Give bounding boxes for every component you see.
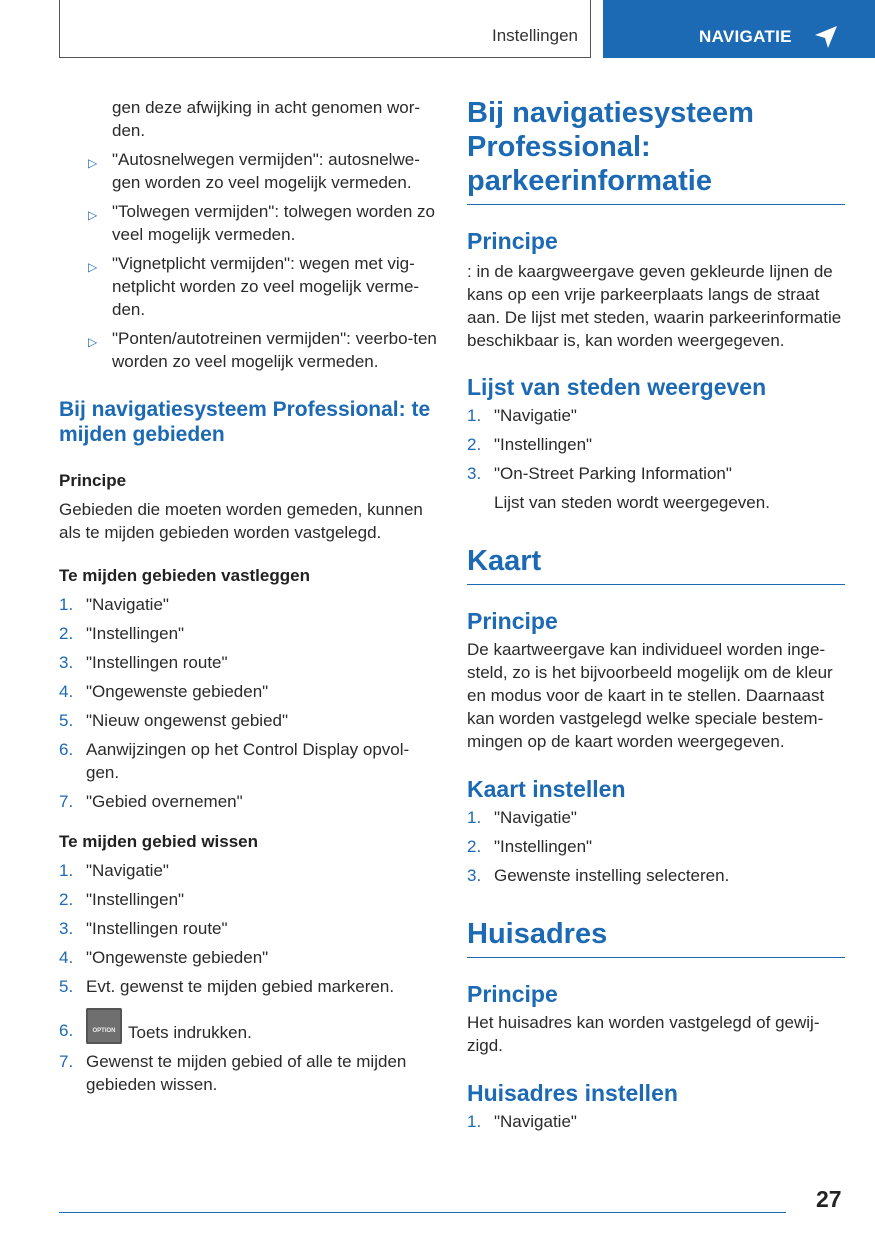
option-button-icon: OPTION — [86, 1008, 122, 1044]
section-title-avoid-areas: Bij navigatiesysteem Professional: te mijden gebieden — [59, 398, 431, 446]
list-item: 2. "Instellingen" — [59, 890, 185, 909]
list-item: 2. "Instellingen" — [467, 435, 593, 454]
home-set-heading: Huisadres instellen — [467, 1080, 678, 1106]
principle-text: Gebieden die moeten worden gemeden, kunnen als te mijden gebieden worden vastgelegd. — [59, 500, 423, 542]
map-principle-text: De kaartweergave kan individueel worden inge-steld, zo is het bijvoorbeeld mogelijk om de kleur en modus voor de kaart in te stellen. Daarnaast kan worden vastgelegd welke speciale bestem-mingen op de kaart worden weergegeven. — [467, 640, 833, 751]
list-item: 1. "Navigatie" — [59, 595, 169, 614]
page-number: 27 — [816, 1186, 842, 1212]
chapter-tab-label: NAVIGATIE — [699, 27, 792, 46]
delete-area-steps — [59, 859, 437, 1096]
list-item: ▷ "Tolwegen vermijden": tolwegen worden zo veel mogelijk vermeden. — [88, 202, 435, 244]
list-item: 1. "Navigatie" — [59, 861, 169, 880]
list-item: ▷ "Vignetplicht vermijden": wegen met vig-netplicht worden zo veel mogelijk verme-den. — [88, 254, 420, 319]
bullet-triangle-icon: ▷ — [88, 335, 98, 349]
set-areas-heading: Te mijden gebieden vastleggen — [59, 566, 310, 585]
header-chapter-tab — [603, 0, 875, 58]
home-principle-text: Het huisadres kan worden vastgelegd of gewij-zigd. — [467, 1013, 820, 1055]
home-address-title: Huisadres — [467, 917, 845, 958]
home-set-steps — [467, 1110, 845, 1133]
cities-steps — [467, 404, 845, 485]
right-column — [467, 96, 845, 1139]
principle-heading: Principe — [59, 471, 127, 490]
list-item: 1. "Navigatie" — [467, 1112, 577, 1131]
list-item: 3. "Instellingen route" — [59, 919, 228, 938]
list-item: 3. Gewenste instelling selecteren. — [467, 866, 730, 885]
avoid-options-list — [59, 148, 437, 373]
set-areas-steps — [59, 593, 437, 813]
delete-area-heading: Te mijden gebied wissen — [59, 832, 259, 851]
list-item: 3. "Instellingen route" — [59, 653, 228, 672]
list-item: 4. "Ongewenste gebieden" — [59, 948, 269, 967]
parking-principle-heading: Principe — [467, 228, 558, 254]
list-item: ▷ "Ponten/autotreinen vermijden": veerbo-ten worden zo veel mogelijk vermeden. — [88, 329, 437, 371]
list-item: 5. "Nieuw ongewenst gebied" — [59, 711, 289, 730]
header-section-title: Instellingen — [491, 26, 578, 45]
navigation-arrow-icon — [812, 23, 840, 56]
map-set-steps — [467, 806, 845, 887]
cities-heading: Lijst van steden weergeven — [467, 374, 767, 400]
list-item: 3. "On-Street Parking Information" — [467, 464, 732, 483]
map-principle-heading: Principe — [467, 608, 558, 634]
list-item: 6. OPTION Toets indrukken. — [59, 1008, 437, 1044]
list-item: 5. Evt. gewenst te mijden gebied markeren. — [59, 977, 395, 996]
list-item: 1. "Navigatie" — [467, 808, 577, 827]
cities-result-text: Lijst van steden wordt weergegeven. — [494, 493, 770, 512]
map-set-heading: Kaart instellen — [467, 776, 626, 802]
left-column — [59, 96, 437, 1102]
continuation-text: gen deze afwijking in acht genomen wor-den. — [112, 98, 421, 140]
footer-rule — [59, 1212, 786, 1213]
header-box — [59, 0, 591, 58]
parking-info-title: Bij navigatiesysteem Professional: parkeerinformatie — [467, 96, 845, 205]
list-item: 7. Gewenst te mijden gebied of alle te mijden gebieden wissen. — [59, 1052, 407, 1094]
list-item: 6. Aanwijzingen op het Control Display opvol-gen. — [59, 740, 410, 782]
list-item: 2. "Instellingen" — [59, 624, 185, 643]
parking-principle-text: : in de kaargweergave geven gekleurde lijnen de kans op een vrije parkeerplaats langs de straat aan. De lijst met steden, waarin parkeerinformatie beschikbaar is, kan worden weergegeven. — [467, 262, 842, 350]
list-item: 1. "Navigatie" — [467, 406, 577, 425]
bullet-triangle-icon: ▷ — [88, 208, 98, 222]
home-principle-heading: Principe — [467, 981, 558, 1007]
list-item: 7. "Gebied overnemen" — [59, 792, 243, 811]
map-title: Kaart — [467, 544, 845, 585]
list-item: ▷ "Autosnelwegen vermijden": autosnelwe-gen worden zo veel mogelijk vermeden. — [88, 150, 420, 192]
list-item: 2. "Instellingen" — [467, 837, 593, 856]
bullet-triangle-icon: ▷ — [88, 260, 98, 274]
bullet-triangle-icon: ▷ — [88, 156, 98, 170]
list-item: 4. "Ongewenste gebieden" — [59, 682, 269, 701]
